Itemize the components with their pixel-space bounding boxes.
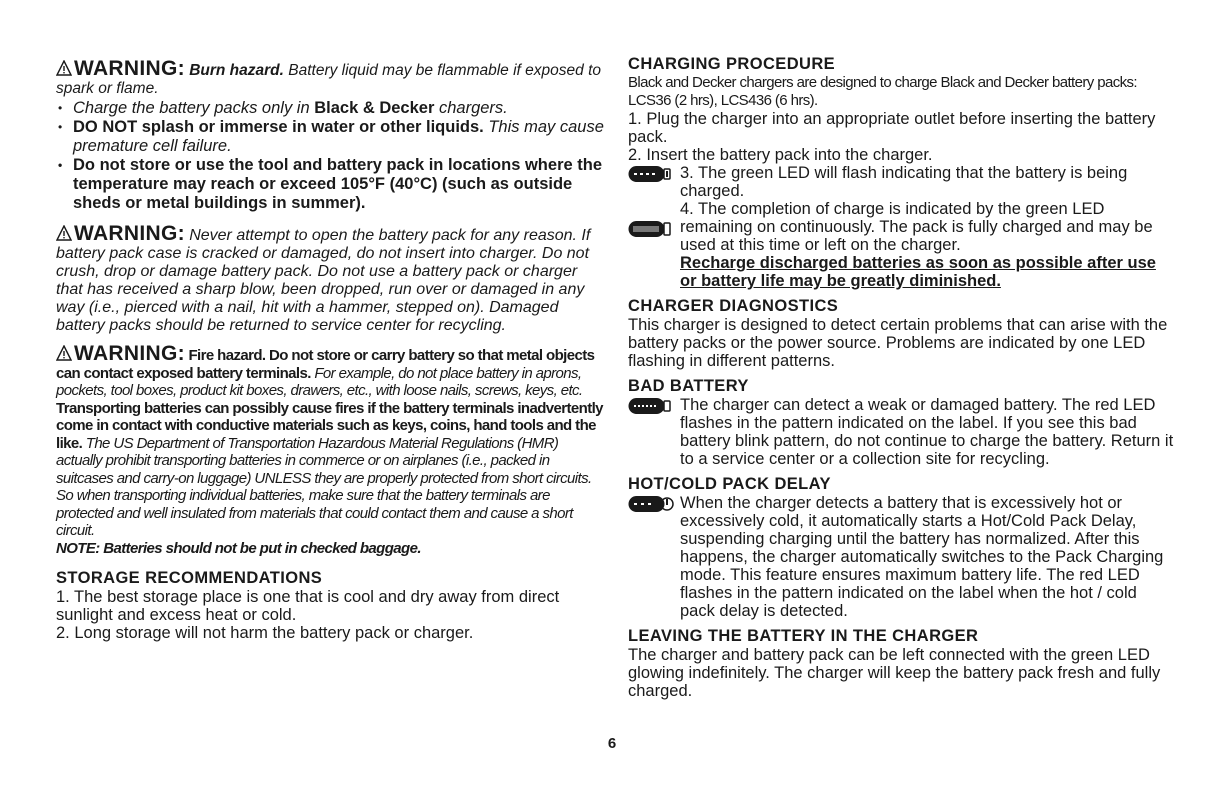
hot-cold-section [628,475,1174,620]
charging-step: 1. Plug the charger into an appropriate outlet before inserting the battery pack. [628,110,1156,146]
page-number: 6 [607,735,617,752]
warning-label: WARNING: [74,222,185,245]
section-heading: LEAVING THE BATTERY IN THE CHARGER [628,627,979,645]
warning-fire-hazard: WARNING: Fire hazard. Do not store or carry battery so that metal objects can contact exposed battery terminals. For example, do not place battery in aprons, pockets, tool boxes, product kit boxes, drawers, etc., with loose nails, screws, keys, etc. Transporting batteries can possibly cause fires if the battery terminals inadvertently come in contact with conductive materials such as keys, coins, hand tools and the like. The US Department of Transportation Hazardous Material Regulations (HMR) actually prohibit transporting batteries in commerce or on airplanes (i.e., packed in suitcases and carry-on luggage) UNLESS they are properly protected from short circuits. So when transporting individual batteries, make sure that the battery terminals are protected and well insulated from materials that could contact them and cause a short circuit. NOTE: Batteries should not be put in checked baggage. [56,342,603,557]
charging-step: 4. The completion of charge is indicated by the green LED remaining on continuously. The pack is fully charged and may be used at this time or left on the charger. [680,200,1153,254]
storage-item: 2. Long storage will not harm the battery pack or charger. [56,624,474,642]
charging-step: 2. Insert the battery pack into the charger. [628,146,933,164]
section-heading: STORAGE RECOMMENDATIONS [56,569,323,587]
charging-section [628,55,1174,290]
leaving-section [628,627,1174,700]
charging-step: 3. The green LED will flash indicating that the battery is being charged. [680,164,1128,200]
section-heading: BAD BATTERY [628,377,749,395]
list-item: • Charge the battery packs only in Black & Decker chargers. [56,99,604,118]
section-heading: CHARGING PROCEDURE [628,55,836,73]
diagnostics-text: This charger is designed to detect certain problems that can arise with the battery packs or the power source. Problems are indicated by one LED flashing in different patterns. [628,316,1168,370]
burn-hazard-list [56,99,604,213]
warning-burn-hazard [56,57,604,97]
bad-battery-text: The charger can detect a weak or damaged battery. The red LED flashes in the pattern indicated on the label. If you see this bad battery blink pattern, do not continue to charge the battery. Return it to a service center or a collection site for recycling. [680,396,1174,468]
list-item: • Do not store or use the tool and battery pack in locations where the temperature may reach or exceed 105°F (40°C) (such as outside sheds or metal buildings in summer). [56,156,604,213]
hot-cold-text: When the charger detects a battery that is excessively hot or excessively cold, it automatically starts a Hot/Cold Pack Delay, suspending charging until the battery has normalized. After this happens, the charger automatically switches to the Pack Charging mode. This feature ensures maximum battery life. The red LED flashes in the pattern indicated on the label when the hot / cold pack delay is detected. [680,494,1164,620]
recharge-note: Recharge discharged batteries as soon as possible after use or battery life may be greatly diminished. [680,254,1156,290]
warning-triangle-icon [56,225,72,241]
list-item: • DO NOT splash or immerse in water or other liquids. This may cause premature cell failure. [56,118,604,156]
leaving-text: The charger and battery pack can be left connected with the green LED glowing indefinitely. The charger will keep the battery pack fresh and fully charged. [628,646,1161,700]
bad-battery-icon [628,397,674,415]
warning-triangle-icon [56,60,72,76]
charging-step-row [628,164,1174,200]
battery-charging-icon [628,165,674,183]
warning-lead: Burn hazard. [189,62,284,79]
warning-label: WARNING: [74,57,185,80]
diagnostics-section [628,297,1174,370]
warning-open-pack [56,222,604,335]
charging-step-row [628,200,1174,290]
storage-item: 1. The best storage place is one that is cool and dry away from direct sunlight and excess heat or cold. [56,588,560,624]
baggage-note: NOTE: Batteries should not be put in checked baggage. [56,539,421,557]
right-column [628,55,1174,700]
warning-text: Never attempt to open the battery pack for any reason. If battery pack case is cracked or damaged, do not insert into charger. Do not crush, drop or damage battery pack. Do not use a battery pack or charger that has received a sharp blow, been dropped, run over or damaged in any way (i.e., pierced with a nail, hit with a hammer, stepped on). Damaged battery packs should be returned to service center for recycling. [56,227,591,334]
section-heading: CHARGER DIAGNOSTICS [628,297,839,315]
section-heading: HOT/COLD PACK DELAY [628,475,831,493]
charging-intro: Black and Decker chargers are designed to charge Black and Decker battery packs: LCS36 (2 hrs), LCS436 (6 hrs). [628,74,1137,109]
left-column [56,57,604,642]
battery-charged-icon [628,220,674,238]
warning-text: Battery liquid may be flammable if exposed to spark or flame. [56,62,601,97]
thermometer-battery-icon [628,495,674,513]
warning-triangle-icon [56,345,72,361]
storage-section [56,569,604,642]
bad-battery-section [628,377,1174,468]
warning-label: WARNING: [74,342,185,365]
